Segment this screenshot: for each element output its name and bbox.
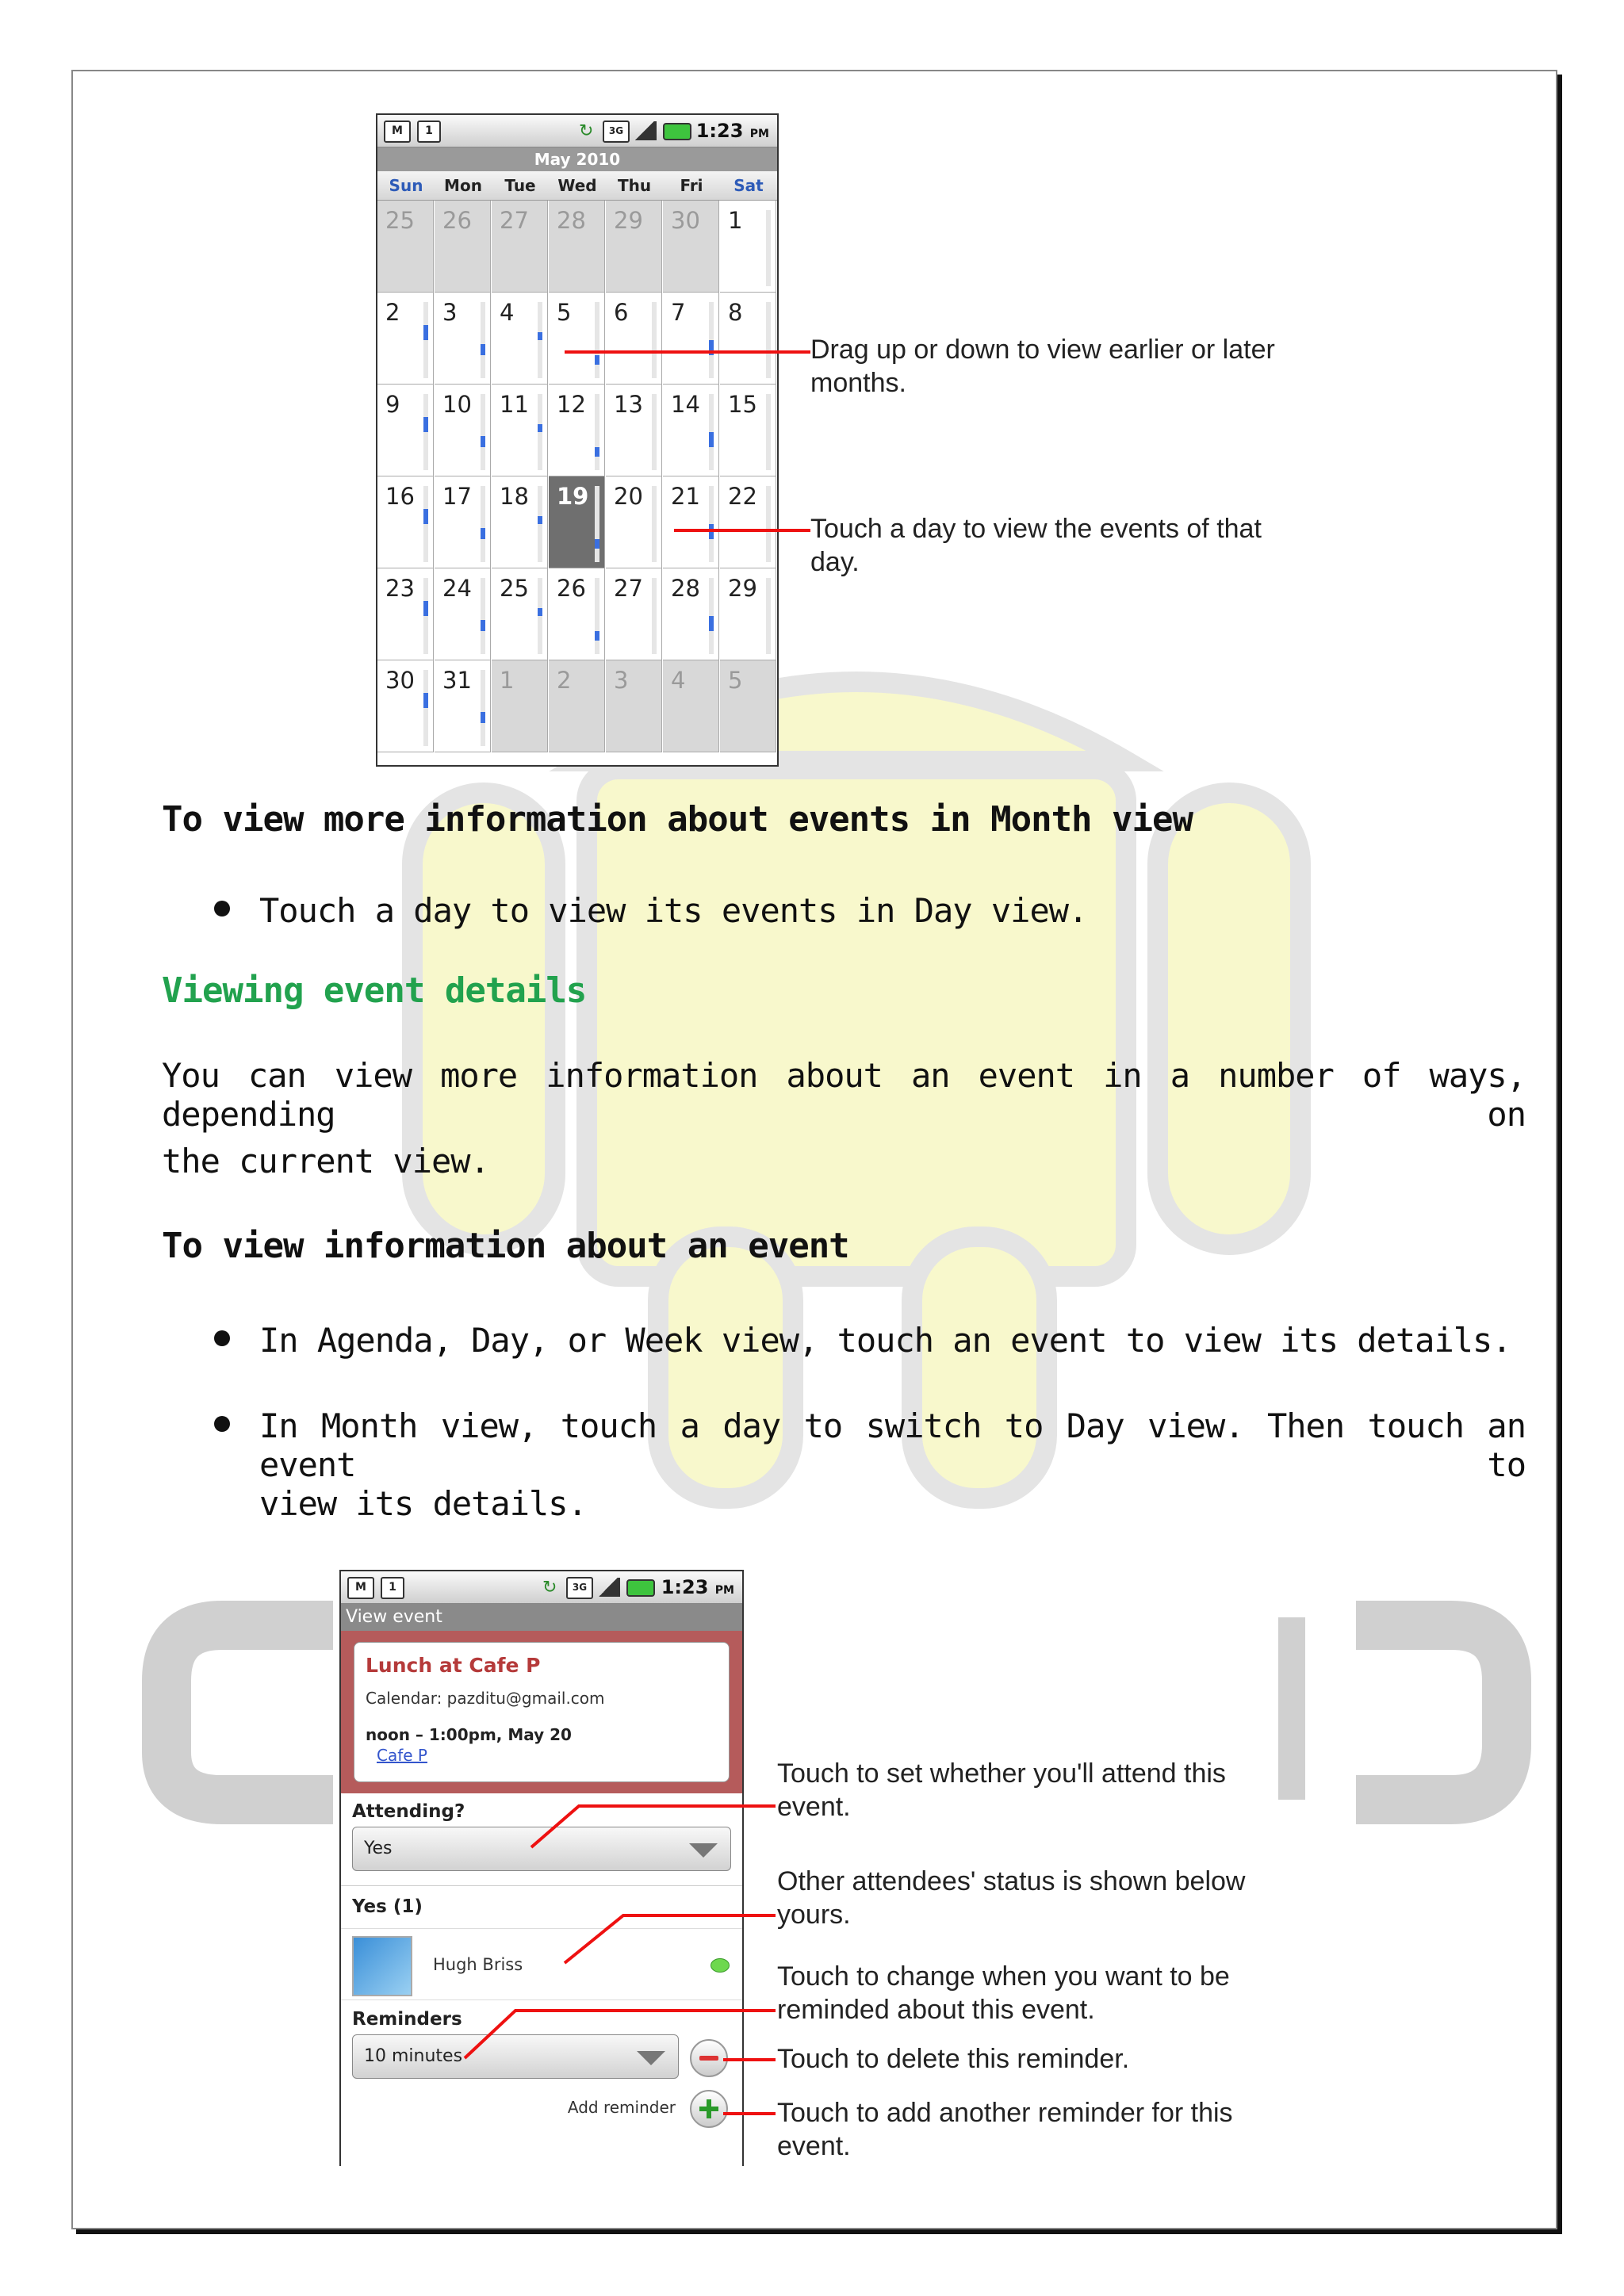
- dow-fri: Fri: [680, 176, 703, 195]
- calendar-day-cell[interactable]: [606, 201, 662, 293]
- calendar-day-cell[interactable]: [663, 476, 719, 568]
- attendee-avatar: [352, 1936, 412, 1996]
- callout-line-drag: [565, 350, 810, 354]
- reminder-value: 10 minutes: [364, 2046, 463, 2066]
- callout-attend-line2: event.: [777, 1792, 851, 1822]
- callout-change-reminder-line2: reminded about this event.: [777, 1995, 1095, 2025]
- calendar-day-cell[interactable]: [606, 660, 662, 752]
- 3g-icon: 3G: [603, 121, 630, 143]
- calendar-day-cell[interactable]: [377, 293, 434, 385]
- calendar-day-cell[interactable]: [663, 293, 719, 385]
- calendar-day-cell[interactable]: [492, 660, 548, 752]
- calendar-day-number: 6: [614, 299, 629, 326]
- calendar-day-cell[interactable]: [720, 476, 776, 568]
- delete-reminder-button[interactable]: [690, 2039, 728, 2077]
- screen-title: View event: [341, 1604, 742, 1631]
- calendar-day-cell[interactable]: [549, 568, 605, 660]
- calendar-day-cell[interactable]: [377, 568, 434, 660]
- calendar-day-number: 8: [728, 299, 743, 326]
- sync-icon: ↻: [579, 121, 594, 141]
- calendar-day-cell[interactable]: [606, 476, 662, 568]
- calendar-day-cell[interactable]: [720, 201, 776, 293]
- add-reminder-button[interactable]: [690, 2090, 728, 2128]
- calendar-day-number: 29: [614, 207, 643, 234]
- callout-change-reminder-line1: Touch to change when you want to be: [777, 1961, 1230, 1992]
- calendar-day-cell[interactable]: [663, 660, 719, 752]
- calendar-day-number: 3: [614, 667, 629, 694]
- bullet-month-view-line1: In Month view, touch a day to switch to Day view. Then touch an event to: [259, 1406, 1526, 1484]
- signal-icon: [633, 121, 657, 140]
- dow-sun: Sun: [389, 176, 423, 195]
- reminder-dropdown[interactable]: [352, 2034, 679, 2079]
- calendar-day-cell[interactable]: [377, 385, 434, 476]
- calendar-day-cell[interactable]: [549, 293, 605, 385]
- calendar-day-cell[interactable]: [492, 568, 548, 660]
- heading-month-view: To view more information about events in Month view: [162, 799, 1193, 840]
- calendar-day-number: 30: [671, 207, 700, 234]
- event-indicator-track: [595, 578, 599, 654]
- event-indicator: [595, 539, 599, 549]
- callout-add-reminder: [777, 2096, 1233, 2163]
- event-indicator-track: [595, 394, 599, 470]
- calendar-day-number: 25: [385, 207, 415, 234]
- calendar-day-cell[interactable]: [377, 201, 434, 293]
- event-indicator-track: [595, 302, 599, 378]
- calendar-day-number: 26: [442, 207, 472, 234]
- reminders-label: Reminders: [352, 2009, 462, 2030]
- calendar-day-cell[interactable]: [435, 201, 491, 293]
- callout-add-reminder-line1: Touch to add another reminder for this: [777, 2098, 1233, 2128]
- dow-thu: Thu: [617, 176, 652, 195]
- calendar-day-cell[interactable]: [492, 476, 548, 568]
- event-indicator: [423, 325, 428, 340]
- calendar-day-number: 10: [442, 391, 472, 418]
- calendar-day-number: 1: [728, 207, 743, 234]
- calendar-day-number: 13: [614, 391, 643, 418]
- event-indicator: [709, 616, 714, 631]
- calendar-day-cell[interactable]: [663, 201, 719, 293]
- event-indicator-track: [481, 302, 485, 378]
- callout-touch-day-line1: Touch a day to view the events of that: [810, 514, 1262, 544]
- calendar-icon: 1: [417, 121, 441, 143]
- month-title: May 2010: [377, 147, 777, 171]
- bullet-dot: [214, 901, 230, 916]
- calendar-day-number: 21: [671, 483, 700, 510]
- location-link[interactable]: Cafe P: [377, 1746, 427, 1765]
- calendar-day-number: 15: [728, 391, 757, 418]
- calendar-day-cell[interactable]: [377, 660, 434, 752]
- event-indicator: [481, 712, 485, 723]
- callout-drag-line1: Drag up or down to view earlier or later: [810, 335, 1275, 365]
- calendar-day-number: 5: [728, 667, 743, 694]
- event-indicator: [595, 631, 599, 641]
- event-indicator: [481, 436, 485, 447]
- event-indicator: [481, 528, 485, 539]
- calendar-day-number: 28: [557, 207, 586, 234]
- event-indicator-track: [423, 486, 428, 562]
- callout-drag-line2: months.: [810, 368, 906, 398]
- heading-viewing-event-details: Viewing event details: [162, 970, 587, 1011]
- callout-drag: [810, 333, 1275, 400]
- callout-attendees-status: [777, 1865, 1245, 1931]
- paragraph-line1: You can view more information about an event in a number of ways, depending on: [162, 1056, 1526, 1134]
- event-indicator-track: [538, 394, 542, 470]
- calendar-day-number: 23: [385, 575, 415, 602]
- calendar-day-cell[interactable]: [663, 385, 719, 476]
- calendar-day-cell[interactable]: [549, 385, 605, 476]
- event-indicator: [595, 447, 599, 457]
- calendar-day-number: 29: [728, 575, 757, 602]
- event-indicator-track: [766, 486, 771, 562]
- calendar-day-cell[interactable]: [663, 568, 719, 660]
- calendar-day-cell[interactable]: [492, 293, 548, 385]
- plus-icon-vertical: [707, 2099, 711, 2118]
- event-indicator: [423, 693, 428, 708]
- attendee-status-icon: [710, 1958, 730, 1973]
- calendar-day-number: 17: [442, 483, 472, 510]
- chevron-down-icon: [637, 2051, 665, 2065]
- attendee-name: Hugh Briss: [433, 1955, 523, 1974]
- event-indicator-track: [652, 394, 657, 470]
- calendar-day-cell[interactable]: [720, 293, 776, 385]
- event-card: [354, 1642, 730, 1782]
- calendar-day-cell[interactable]: [549, 476, 605, 568]
- minus-icon: [699, 2056, 718, 2061]
- calendar-day-cell[interactable]: [549, 660, 605, 752]
- event-indicator-track: [538, 486, 542, 562]
- event-indicator-track: [538, 578, 542, 654]
- status-time: 1:23 PM: [695, 120, 769, 142]
- event-indicator-track: [538, 302, 542, 378]
- signal-icon: [596, 1578, 620, 1597]
- calendar-day-number: 25: [500, 575, 529, 602]
- bullet-agenda-day-week: In Agenda, Day, or Week view, touch an event to view its details.: [259, 1321, 1511, 1360]
- gmail-icon: M: [347, 1577, 374, 1599]
- calendar-day-number: 4: [671, 667, 686, 694]
- calendar-line: Calendar: pazditu@gmail.com: [366, 1689, 605, 1708]
- calendar-day-number: 1: [500, 667, 515, 694]
- callout-touch-day: [810, 512, 1262, 579]
- divider: [341, 1885, 742, 1886]
- event-indicator: [481, 620, 485, 631]
- dow-sat: Sat: [733, 176, 764, 195]
- yes-count-label: Yes (1): [352, 1896, 423, 1917]
- calendar-day-number: 27: [614, 575, 643, 602]
- calendar-day-number: 28: [671, 575, 700, 602]
- status-bar: [341, 1571, 742, 1604]
- calendar-day-cell[interactable]: [720, 385, 776, 476]
- attending-dropdown[interactable]: [352, 1827, 731, 1871]
- event-indicator: [423, 601, 428, 616]
- divider: [341, 1928, 742, 1929]
- event-indicator-track: [652, 486, 657, 562]
- event-indicator-track: [766, 394, 771, 470]
- event-indicator-track: [766, 210, 771, 286]
- event-indicator: [538, 516, 542, 524]
- chevron-down-icon: [689, 1843, 718, 1858]
- calendar-day-cell[interactable]: [377, 476, 434, 568]
- callout-touch-day-line2: day.: [810, 547, 860, 577]
- callout-attendees-line2: yours.: [777, 1900, 851, 1930]
- paragraph-line2: the current view.: [162, 1142, 489, 1181]
- month-view-screenshot: [376, 113, 779, 767]
- calendar-day-number: 31: [442, 667, 472, 694]
- calendar-day-number: 20: [614, 483, 643, 510]
- event-indicator: [423, 509, 428, 524]
- bullet-month-view-line2: view its details.: [259, 1484, 587, 1523]
- event-indicator: [423, 417, 428, 432]
- callout-attend: [777, 1757, 1226, 1823]
- callout-change-reminder: [777, 1960, 1230, 2026]
- calendar-day-number: 19: [557, 483, 589, 510]
- event-indicator-track: [423, 394, 428, 470]
- calendar-day-cell[interactable]: [435, 293, 491, 385]
- event-indicator-track: [481, 670, 485, 746]
- status-bar: [377, 115, 777, 147]
- calendar-day-number: 5: [557, 299, 572, 326]
- calendar-day-number: 26: [557, 575, 586, 602]
- event-indicator-track: [766, 578, 771, 654]
- add-reminder-label[interactable]: Add reminder: [567, 2098, 676, 2117]
- attending-label: Attending?: [352, 1801, 465, 1822]
- calendar-day-number: 7: [671, 299, 686, 326]
- calendar-day-number: 2: [557, 667, 572, 694]
- view-event-screenshot: [339, 1570, 744, 2166]
- heading-view-info: To view information about an event: [162, 1226, 849, 1266]
- event-header: [341, 1631, 742, 1793]
- battery-icon: [663, 123, 691, 140]
- attending-value: Yes: [364, 1839, 393, 1858]
- calendar-day-number: 24: [442, 575, 472, 602]
- event-title: Lunch at Cafe P: [366, 1654, 541, 1677]
- event-indicator-track: [423, 670, 428, 746]
- event-indicator-track: [481, 394, 485, 470]
- bullet-dot: [214, 1416, 230, 1432]
- calendar-day-cell[interactable]: [435, 385, 491, 476]
- calendar-day-number: 18: [500, 483, 529, 510]
- days-of-week-row: [377, 171, 777, 201]
- dow-mon: Mon: [444, 176, 482, 195]
- calendar-day-cell[interactable]: [492, 385, 548, 476]
- callout-delete-reminder: [777, 2042, 1129, 2076]
- 3g-icon: 3G: [566, 1577, 593, 1599]
- event-indicator: [538, 608, 542, 616]
- divider: [341, 1999, 742, 2000]
- calendar-day-cell[interactable]: [435, 476, 491, 568]
- calendar-day-cell[interactable]: [720, 660, 776, 752]
- event-indicator-track: [481, 486, 485, 562]
- calendar-day-cell[interactable]: [606, 293, 662, 385]
- dow-tue: Tue: [504, 176, 536, 195]
- bullet-month-view: Touch a day to view its events in Day view.: [259, 891, 1088, 930]
- calendar-day-cell[interactable]: [492, 201, 548, 293]
- event-indicator-track: [423, 302, 428, 378]
- callout-attendees-line1: Other attendees' status is shown below: [777, 1866, 1246, 1896]
- calendar-day-cell[interactable]: [606, 568, 662, 660]
- event-indicator-track: [766, 302, 771, 378]
- event-indicator: [709, 432, 714, 447]
- event-indicator: [595, 355, 599, 365]
- calendar-day-number: 2: [385, 299, 400, 326]
- calendar-day-number: 11: [500, 391, 529, 418]
- calendar-day-cell[interactable]: [606, 385, 662, 476]
- calendar-day-cell[interactable]: [435, 568, 491, 660]
- event-time: noon – 1:00pm, May 20: [366, 1725, 572, 1744]
- event-indicator: [538, 424, 542, 432]
- event-indicator-track: [652, 302, 657, 378]
- event-indicator-track: [652, 578, 657, 654]
- calendar-day-cell[interactable]: [720, 568, 776, 660]
- calendar-day-number: 9: [385, 391, 400, 418]
- calendar-day-number: 12: [557, 391, 586, 418]
- battery-icon: [626, 1579, 655, 1597]
- calendar-icon: 1: [381, 1577, 404, 1599]
- dow-wed: Wed: [557, 176, 597, 195]
- calendar-day-number: 22: [728, 483, 757, 510]
- calendar-day-number: 14: [671, 391, 700, 418]
- callout-attend-line1: Touch to set whether you'll attend this: [777, 1758, 1226, 1789]
- event-indicator: [481, 344, 485, 355]
- calendar-day-cell[interactable]: [549, 201, 605, 293]
- gmail-icon: M: [384, 121, 411, 143]
- callout-delete-reminder-line1: Touch to delete this reminder.: [777, 2044, 1130, 2074]
- bullet-dot: [214, 1330, 230, 1346]
- calendar-day-number: 4: [500, 299, 515, 326]
- status-time: 1:23 PM: [661, 1576, 734, 1598]
- event-indicator-track: [481, 578, 485, 654]
- callout-add-reminder-line2: event.: [777, 2131, 851, 2161]
- event-indicator-track: [595, 486, 599, 562]
- calendar-day-number: 27: [500, 207, 529, 234]
- calendar-day-cell[interactable]: [435, 660, 491, 752]
- calendar-day-number: 3: [442, 299, 458, 326]
- calendar-day-number: 16: [385, 483, 415, 510]
- sync-icon: ↻: [542, 1578, 557, 1598]
- callout-line-touch-day: [674, 529, 810, 532]
- calendar-day-number: 30: [385, 667, 415, 694]
- event-indicator-track: [423, 578, 428, 654]
- event-indicator: [538, 332, 542, 340]
